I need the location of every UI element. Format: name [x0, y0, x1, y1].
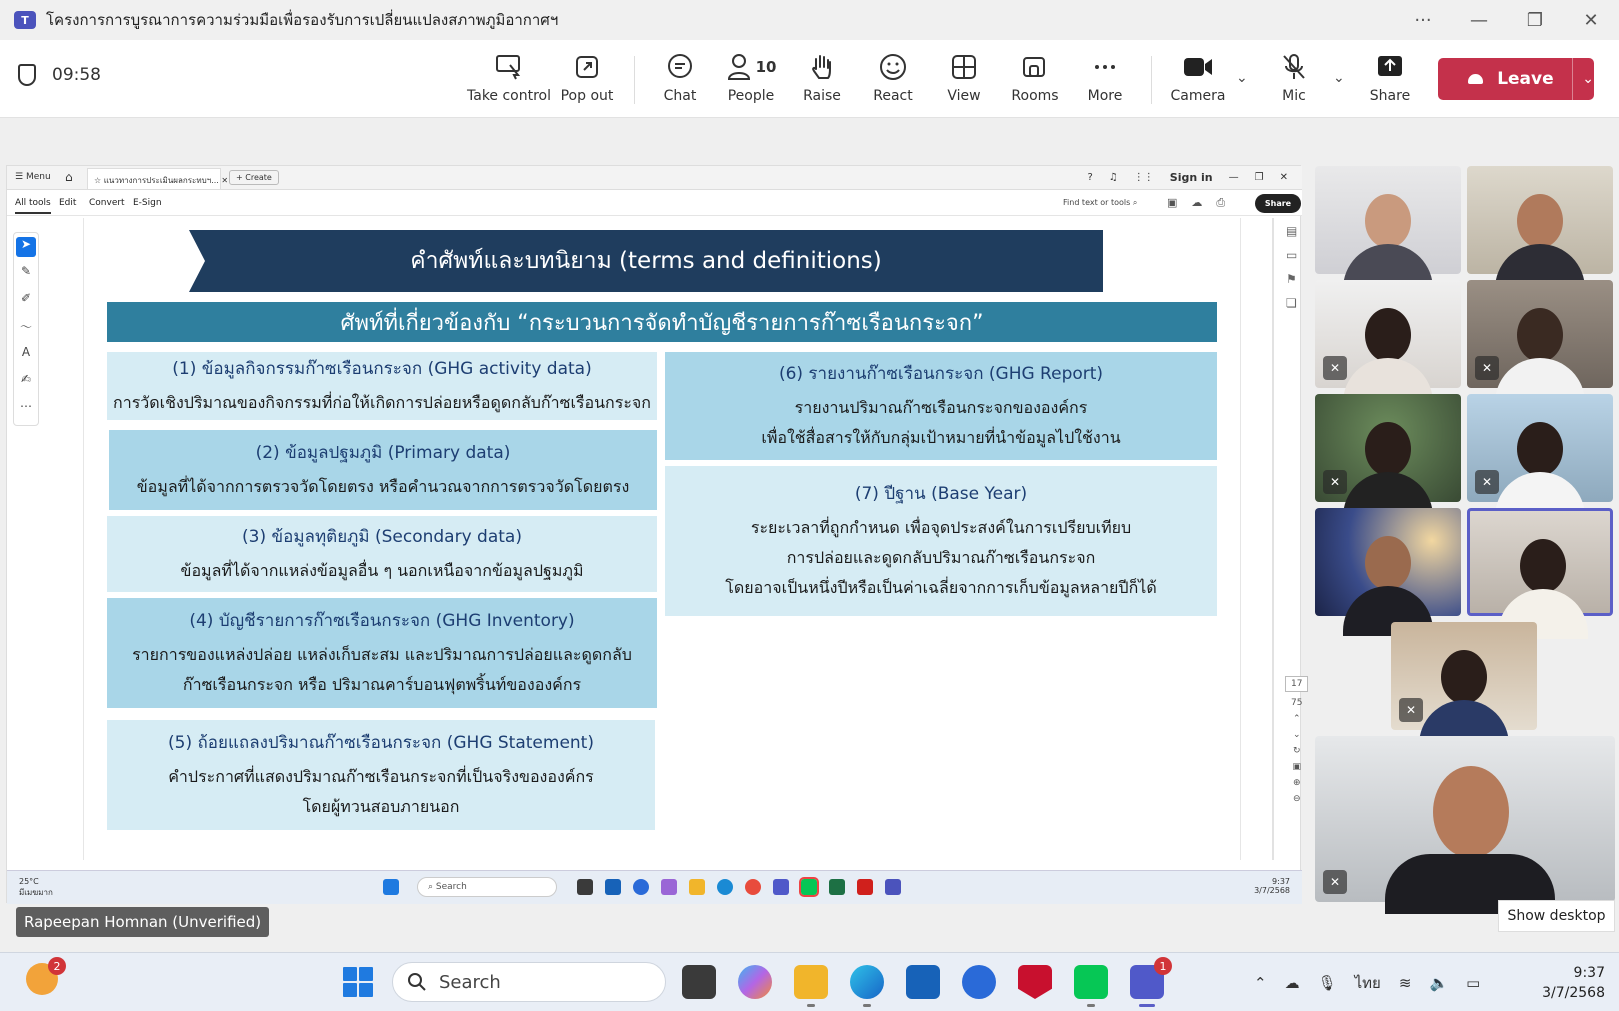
more-dots-icon	[1092, 52, 1118, 82]
esign-tab[interactable]: E-Sign	[133, 198, 162, 208]
meeting-toolbar	[0, 40, 1619, 118]
presenter-dell-icon	[633, 879, 649, 895]
taskbar-apps	[682, 959, 1167, 999]
file-explorer-icon[interactable]	[794, 965, 828, 999]
take-control-icon	[495, 52, 523, 82]
grid-view-icon	[951, 52, 977, 82]
presenter-clock: 9:37 3/7/2568	[1254, 877, 1290, 895]
participant-tile[interactable]	[1467, 166, 1613, 274]
windows-taskbar	[0, 952, 1619, 1011]
acrobat-menu[interactable]: ☰ Menu	[15, 172, 51, 182]
line-icon[interactable]	[1074, 965, 1108, 999]
mic-muted-icon: ✕	[1475, 470, 1499, 494]
create-button[interactable]: + Create	[229, 170, 279, 185]
acrobat-close-icon[interactable]: ✕	[1279, 172, 1288, 183]
participant-tile[interactable]	[1391, 622, 1537, 730]
more-button[interactable]: More	[1065, 52, 1145, 104]
print-icon[interactable]: ⎙	[1216, 196, 1226, 209]
mic-options-chevron-icon[interactable]: ⌄	[1333, 70, 1345, 86]
mic-muted-icon: ✕	[1475, 356, 1499, 380]
react-button[interactable]: React	[853, 52, 933, 104]
participant-tile[interactable]	[1315, 166, 1461, 274]
dell-icon[interactable]	[962, 965, 996, 999]
take-control-button[interactable]: Take control	[469, 52, 549, 104]
definition-4: (4) บัญชีรายการก๊าซเรือนกระจก (GHG Inventory) รายการของแหล่งปล่อย แหล่งเก็บสะสม และปริมาณการปล่อยและดูดกลับ ก๊าซเรือนกระจก หรือ ปริมาณคาร์บอนฟุตพริ้นท์ขององค์กร	[107, 598, 657, 708]
page-up-icon[interactable]: ⌃	[1292, 714, 1301, 724]
rooms-icon	[1022, 52, 1048, 82]
people-count: 10	[755, 58, 777, 76]
apps-grid-icon[interactable]: ⋮⋮	[1133, 172, 1154, 183]
presenter-teams-icon	[773, 879, 789, 895]
close-button[interactable]: ✕	[1583, 9, 1599, 31]
teams-logo-icon: T	[14, 11, 36, 29]
presenter-store-icon	[605, 879, 621, 895]
taskbar-clock[interactable]: 9:37 3/7/2568	[1542, 965, 1605, 1001]
participant-tile[interactable]	[1467, 280, 1613, 388]
highlight-pen-icon[interactable]: ✐	[20, 291, 32, 305]
share-screen-icon	[1377, 52, 1403, 82]
text-box-icon[interactable]: A	[21, 345, 31, 359]
window-title: โครงการการบูรณาการความร่วมมือเพื่อรองรับการเปลี่ยนแปลงสภาพภูมิอากาศฯ	[46, 11, 559, 29]
mic-muted-icon: ✕	[1323, 356, 1347, 380]
edit-tab[interactable]: Edit	[59, 198, 77, 208]
document-scrollbar[interactable]	[1272, 218, 1274, 860]
mic-button[interactable]: Mic	[1254, 52, 1334, 104]
leave-button[interactable]: Leave ⌄	[1438, 58, 1594, 100]
presenter-teams-active-icon	[885, 879, 901, 895]
raise-hand-button[interactable]: Raise	[782, 52, 862, 104]
show-desktop-tooltip: Show desktop	[1498, 900, 1615, 932]
presenter-chrome-icon	[745, 879, 761, 895]
definition-5: (5) ถ้อยแถลงปริมาณก๊าซเรือนกระจก (GHG Statement) คำประกาศที่แสดงปริมาณก๊าซเรือนกระจกที่เป็นจริงขององค์กร โดยผู้ทวนสอบภายนอก	[107, 720, 655, 830]
presenter-taskbar-apps	[383, 879, 399, 895]
slide-subtitle: ศัพท์ที่เกี่ยวข้องกับ “กระบวนการจัดทำบัญชีรายการก๊าซเรือนกระจก”	[107, 302, 1217, 342]
wifi-icon[interactable]: ≋	[1398, 974, 1412, 992]
acrobat-toolbar	[7, 190, 1302, 216]
camera-options-chevron-icon[interactable]: ⌄	[1236, 70, 1248, 86]
definition-3: (3) ข้อมูลทุติยภูมิ (Secondary data) ข้อมูลที่ได้จากแหล่งข้อมูลอื่น ๆ นอกเหนือจากข้อมูลปฐมภูมิ	[107, 516, 657, 592]
acrobat-share-button[interactable]: Share	[1255, 194, 1301, 213]
teams-icon[interactable]	[1130, 959, 1167, 999]
title-bar	[0, 0, 1619, 40]
bell-icon[interactable]: ♫	[1108, 172, 1118, 183]
acrobat-tool-rail	[13, 232, 39, 426]
teams-badge: 1	[1154, 957, 1172, 975]
sign-in-link[interactable]: Sign in	[1169, 171, 1213, 184]
acrobat-right-rail	[1286, 224, 1297, 310]
task-view-icon[interactable]	[682, 965, 716, 999]
people-icon	[726, 52, 777, 82]
participant-tile[interactable]	[1315, 508, 1461, 616]
start-button[interactable]	[343, 967, 373, 997]
presenter-taskbar	[7, 870, 1302, 904]
rooms-button[interactable]: Rooms	[995, 52, 1075, 104]
definition-1: (1) ข้อมูลกิจกรรมก๊าซเรือนกระจก (GHG activity data) การวัดเชิงปริมาณของกิจกรรมที่ก่อให้เกิดการปล่อยหรือดูดกลับก๊าซเรือนกระจก	[107, 352, 657, 420]
share-button[interactable]: Share	[1350, 52, 1430, 104]
onedrive-icon[interactable]: ☁	[1284, 974, 1300, 992]
presenter-excel-icon	[829, 879, 845, 895]
total-pages: 75	[1291, 698, 1303, 708]
system-tray	[1254, 971, 1480, 995]
presenter-search-box: ⌕ Search	[417, 877, 557, 897]
draw-icon[interactable]: 〜	[19, 320, 32, 334]
slide-title: คำศัพท์และบทนิยาม (terms and definitions)	[189, 230, 1103, 292]
presenter-folder-icon	[689, 879, 705, 895]
mic-muted-icon	[1281, 52, 1307, 82]
page-down-icon[interactable]: ⌄	[1292, 730, 1301, 740]
presenter-taskview-icon	[577, 879, 593, 895]
more-options-icon[interactable]: ···	[1414, 9, 1432, 31]
mic-muted-icon: ✕	[1323, 870, 1347, 894]
chat-icon	[666, 52, 694, 82]
participant-tile[interactable]	[1315, 280, 1461, 388]
search-icon	[407, 972, 427, 992]
mcafee-icon[interactable]	[1018, 965, 1052, 999]
home-icon[interactable]: ⌂	[65, 170, 73, 184]
definition-2: (2) ข้อมูลปฐมภูมิ (Primary data) ข้อมูลที่ได้จากการตรวจวัดโดยตรง หรือคำนวณจากการตรวจวัดโดยตรง	[109, 430, 657, 510]
smiley-icon	[879, 52, 907, 82]
save-icon[interactable]: ▣	[1167, 196, 1178, 209]
acrobat-tab-bar	[7, 166, 1302, 190]
comments-panel-icon[interactable]: ▭	[1286, 248, 1298, 262]
camera-icon	[1183, 52, 1213, 82]
page-navigation	[1285, 676, 1308, 804]
timer-text: 09:58	[52, 65, 101, 85]
page-fit-icon[interactable]: ▣	[1292, 762, 1301, 772]
definition-6: (6) รายงานก๊าซเรือนกระจก (GHG Report) รายงานปริมาณก๊าซเรือนกระจกขององค์กร เพื่อใช้สื่อสารให้กับกลุ่มเป้าหมายที่นำข้อมูลไปใช้งาน	[665, 352, 1217, 460]
zoom-in-icon[interactable]: ⊕	[1292, 778, 1301, 788]
restore-button[interactable]: ❐	[1526, 9, 1544, 31]
more-tools-icon[interactable]: ⋯	[20, 399, 32, 413]
participant-tile-speaking[interactable]	[1467, 508, 1613, 616]
pages-icon[interactable]: ❏	[1286, 296, 1297, 310]
presenter-line-icon	[801, 879, 817, 895]
pop-out-button[interactable]: Pop out	[547, 52, 627, 104]
show-hidden-icons-chevron-icon[interactable]: ⌃	[1254, 974, 1267, 992]
leave-options-chevron-icon[interactable]: ⌄	[1582, 71, 1594, 87]
weather-badge: 2	[48, 957, 66, 975]
definition-7: (7) ปีฐาน (Base Year) ระยะเวลาที่ถูกกำหนด เพื่อจุดประสงค์ในการเปรียบเทียบ การปล่อยและดูดกลับปริมาณก๊าซเรือนกระจก โดยอาจเป็นหนึ่งปีหรือเป็นค่าเฉลี่ยจากการเก็บข้อมูลหลายปีก็ได้	[665, 466, 1217, 616]
presenter-acrobat-icon	[857, 879, 873, 895]
help-icon[interactable]: ?	[1087, 172, 1093, 183]
convert-tab[interactable]: Convert	[89, 198, 125, 208]
phone-hangup-icon	[1468, 74, 1483, 84]
bookmark-icon[interactable]: ⚑	[1286, 272, 1297, 286]
presenter-edge-icon	[717, 879, 733, 895]
weather-widget-icon[interactable]	[26, 959, 61, 995]
presenter-start-icon	[383, 879, 399, 895]
presenter-weather: 25°C มีเมฆมาก	[19, 877, 53, 897]
view-button[interactable]: View	[924, 52, 1004, 104]
acrobat-minimize-icon[interactable]: —	[1228, 172, 1239, 183]
store-icon[interactable]	[906, 965, 940, 999]
presenter-name-tag: Rapeepan Homnan (Unverified)	[16, 907, 269, 937]
document-tab[interactable]: ☆ แนวทางการประเมินผลกระทบฯ... ✕	[87, 168, 221, 189]
select-cursor-icon[interactable]: ➤	[16, 237, 36, 257]
chat-button[interactable]: Chat	[640, 52, 720, 104]
meeting-timer	[18, 64, 101, 86]
all-tools-tab[interactable]: All tools	[15, 198, 51, 214]
language-indicator[interactable]: ไทย	[1354, 974, 1381, 992]
mic-muted-tray-icon[interactable]: 🎙	[1317, 974, 1337, 992]
mic-muted-icon: ✕	[1323, 470, 1347, 494]
battery-icon[interactable]: ▭	[1466, 974, 1481, 992]
participant-tile-large[interactable]	[1315, 736, 1615, 902]
comment-icon[interactable]: ✎	[20, 264, 32, 278]
hand-icon	[809, 52, 835, 82]
upload-cloud-icon[interactable]: ☁	[1191, 196, 1203, 209]
acrobat-restore-icon[interactable]: ❐	[1254, 172, 1264, 183]
minimize-button[interactable]: —	[1470, 9, 1488, 31]
presenter-copilot-icon	[661, 879, 677, 895]
mic-muted-icon: ✕	[1399, 698, 1423, 722]
participant-tile[interactable]	[1467, 394, 1613, 502]
taskbar-search-box[interactable]: Search	[392, 962, 666, 1002]
rotate-icon[interactable]: ↻	[1292, 746, 1301, 756]
participant-tile[interactable]	[1315, 394, 1461, 502]
edge-icon[interactable]	[850, 965, 884, 999]
shared-screen	[6, 165, 1301, 903]
zoom-out-icon[interactable]: ⊖	[1292, 794, 1301, 804]
pop-out-icon	[574, 52, 600, 82]
camera-button[interactable]: Camera	[1158, 52, 1238, 104]
presenter-pinned-apps	[577, 879, 901, 895]
volume-icon[interactable]: 🔈	[1429, 974, 1449, 992]
copilot-icon[interactable]	[738, 965, 772, 999]
sign-icon[interactable]: ✍	[20, 372, 32, 386]
find-tools-input[interactable]: Find text or tools ⌕	[1063, 198, 1138, 207]
people-button[interactable]: 10 People	[711, 52, 791, 104]
pdf-edit-icon[interactable]: ▤	[1286, 224, 1298, 238]
current-page-number[interactable]: 17	[1285, 676, 1308, 692]
shield-icon	[18, 64, 36, 86]
